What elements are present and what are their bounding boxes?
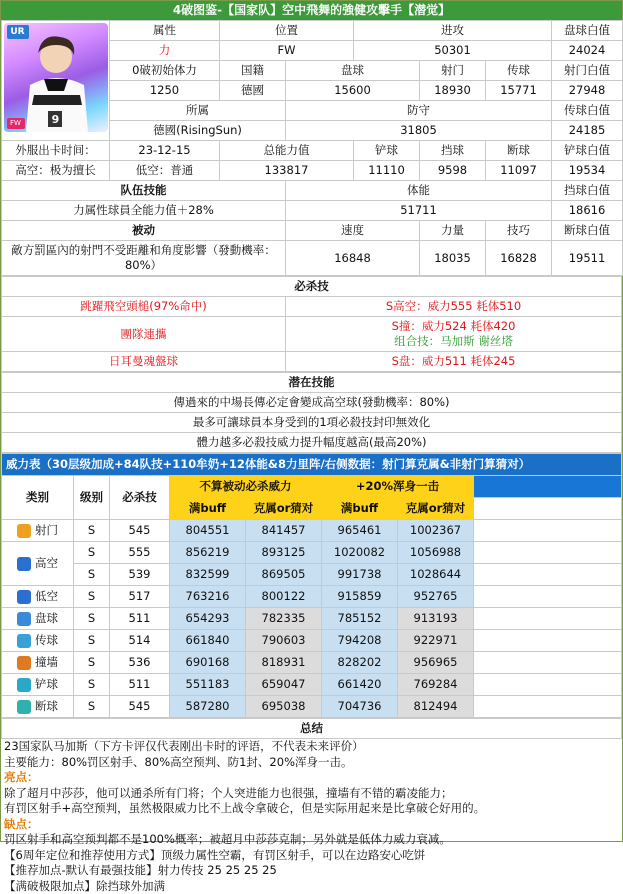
value-position: FW xyxy=(220,41,354,61)
power-skill: 555 xyxy=(110,542,170,564)
power-full-buff: 804551 xyxy=(170,520,246,542)
category-label: 低空 xyxy=(35,589,58,603)
label-nationality: 国籍 xyxy=(220,61,286,81)
sub-blank xyxy=(474,498,622,520)
power-counter-plus: 956965 xyxy=(398,652,474,674)
col-category: 类别 xyxy=(2,476,74,520)
category-label: 盘球 xyxy=(35,611,58,625)
label-pass-base: 传球白值 xyxy=(552,101,623,121)
power-level: S xyxy=(74,696,110,718)
value-shoot-base: 27948 xyxy=(552,81,623,101)
label-pass: 传球 xyxy=(486,61,552,81)
page-title: 4破图鉴-【国家队】空中飛舞的強健攻擊手【潜觉】 xyxy=(1,1,622,20)
stats-table xyxy=(1,20,623,276)
power-skill: 511 xyxy=(110,608,170,630)
power-full-buff-plus: 991738 xyxy=(322,564,398,586)
power-empty xyxy=(474,696,622,718)
label-block: 挡球 xyxy=(420,141,486,161)
summary-line: 主要能力：80%罚区射手、80%高空预判、防1封、20%浑身一击。 xyxy=(1,755,622,771)
value-attribute: 力 xyxy=(110,41,220,61)
tackle-icon xyxy=(17,678,31,692)
power-counter: 782335 xyxy=(246,608,322,630)
summary-line: 除了超月中莎莎，他可以通杀所有门将；个人突进能力也很强，撞墙有不错的霸凌能力； xyxy=(1,786,622,802)
category-label: 铲球 xyxy=(35,677,58,691)
value-pass-base: 24185 xyxy=(552,121,623,141)
value-dribble-base: 24024 xyxy=(552,41,623,61)
col-skill: 必杀技 xyxy=(110,476,170,520)
power-row xyxy=(2,564,622,586)
power-counter: 841457 xyxy=(246,520,322,542)
value-low-ball: 低空：普通 xyxy=(110,161,220,181)
category-label: 传球 xyxy=(35,633,58,647)
col-plus20: +20%浑身一击 xyxy=(322,476,474,498)
summary-line: 有罚区射手+高空预判，虽然极限威力比不上战令拿破仑，但是实际用起来是比拿破仑好用的。 xyxy=(1,801,622,817)
label-shoot: 射门 xyxy=(420,61,486,81)
power-header: 威力表（30层级加成+84队技+110牟奶+12体能&8力里阵/右侧数据：射门算克属&非射门算猜对） xyxy=(2,454,622,476)
category-label: 断球 xyxy=(35,699,58,713)
power-level: S xyxy=(74,608,110,630)
card-portrait xyxy=(2,21,110,141)
value-release-date: 23-12-15 xyxy=(110,141,220,161)
power-full-buff-plus: 1020082 xyxy=(322,542,398,564)
power-full-buff-plus: 704736 xyxy=(322,696,398,718)
power-skill: 514 xyxy=(110,630,170,652)
value-stamina: 51711 xyxy=(286,201,552,221)
power-full-buff-plus: 965461 xyxy=(322,520,398,542)
special-combo: 组合技：马加斯 谢丝塔 xyxy=(288,334,619,349)
power-row xyxy=(2,586,622,608)
value-intercept: 11097 xyxy=(486,161,552,181)
volley-icon xyxy=(17,590,31,604)
power-counter-plus: 1028644 xyxy=(398,564,474,586)
power-full-buff-plus: 785152 xyxy=(322,608,398,630)
power-full-buff: 856219 xyxy=(170,542,246,564)
power-empty xyxy=(474,652,622,674)
summary-body xyxy=(1,739,622,894)
sub-full-buff-1: 满buff xyxy=(170,498,246,520)
header-icon xyxy=(17,557,31,571)
power-row xyxy=(2,542,622,564)
power-level: S xyxy=(74,652,110,674)
power-category xyxy=(2,696,74,718)
label-tackle: 铲球 xyxy=(354,141,420,161)
power-category xyxy=(2,520,74,542)
special-detail-2-cell xyxy=(286,317,622,352)
summary-table xyxy=(1,718,622,739)
latent-row-2: 最多可讓球員本身受到的1項必殺技封印無效化 xyxy=(2,413,622,433)
power-counter-plus: 812494 xyxy=(398,696,474,718)
label-block-base: 挡球白值 xyxy=(552,181,623,201)
col-blank xyxy=(474,476,622,498)
power-empty xyxy=(474,608,622,630)
power-empty xyxy=(474,542,622,564)
power-row xyxy=(2,652,622,674)
power-full-buff: 690168 xyxy=(170,652,246,674)
power-full-buff: 654293 xyxy=(170,608,246,630)
power-full-buff: 587280 xyxy=(170,696,246,718)
special-detail-1: S高空：威力555 耗体510 xyxy=(286,297,622,317)
special-detail-3: S盘：威力511 耗体245 xyxy=(286,352,622,372)
power-table xyxy=(1,453,622,718)
power-category xyxy=(2,608,74,630)
power-counter: 893125 xyxy=(246,542,322,564)
power-level: S xyxy=(74,630,110,652)
label-team: 所属 xyxy=(110,101,286,121)
dribble-icon xyxy=(17,612,31,626)
value-tackle-base: 19534 xyxy=(552,161,623,181)
summary-line: 【满破极限加点】除挡球外加满 xyxy=(1,879,622,894)
power-counter-plus: 952765 xyxy=(398,586,474,608)
label-dribble: 盘球 xyxy=(286,61,420,81)
summary-line: 罚区射手和高空预判都不是100%概率；被超月中莎莎克制；另外就是低体力威力衰减。 xyxy=(1,832,622,848)
value-pass: 15771 xyxy=(486,81,552,101)
label-attribute: 属性 xyxy=(110,21,220,41)
power-counter: 695038 xyxy=(246,696,322,718)
value-tackle: 11110 xyxy=(354,161,420,181)
value-block-base: 18616 xyxy=(552,201,623,221)
latent-skills-table xyxy=(1,372,622,453)
value-dribble: 15600 xyxy=(286,81,420,101)
label-init-stamina: 0破初始体力 xyxy=(110,61,220,81)
sub-counter-2: 克属or猜对 xyxy=(398,498,474,520)
value-shoot: 18930 xyxy=(420,81,486,101)
col-level: 级别 xyxy=(74,476,110,520)
category-label: 射门 xyxy=(35,523,58,537)
position-badge: FW xyxy=(7,118,25,129)
power-skill: 539 xyxy=(110,564,170,586)
shoot-icon xyxy=(17,524,31,538)
label-dribble-base: 盘球白值 xyxy=(552,21,623,41)
power-full-buff: 832599 xyxy=(170,564,246,586)
wall-icon xyxy=(17,656,31,670)
special-name-3: 日耳曼魂盤球 xyxy=(2,352,286,372)
label-speed: 速度 xyxy=(286,221,420,241)
value-total: 133817 xyxy=(220,161,354,181)
latent-row-3: 體力越多必殺技威力提升幅度越高(最高20%) xyxy=(2,433,622,453)
special-skills-table xyxy=(1,276,622,372)
value-team: 德國(RisingSun) xyxy=(110,121,286,141)
pass-icon xyxy=(17,634,31,648)
power-row xyxy=(2,630,622,652)
label-attack: 进攻 xyxy=(354,21,552,41)
category-label: 撞墙 xyxy=(35,655,58,669)
power-full-buff-plus: 661420 xyxy=(322,674,398,696)
label-tackle-base: 铲球白值 xyxy=(552,141,623,161)
special-detail-2: S撞：威力524 耗体420 xyxy=(288,319,619,334)
power-skill: 517 xyxy=(110,586,170,608)
summary-header: 总结 xyxy=(2,719,622,739)
player-card-image xyxy=(4,23,108,132)
power-counter-plus: 922971 xyxy=(398,630,474,652)
power-level: S xyxy=(74,542,110,564)
power-empty xyxy=(474,630,622,652)
power-counter-plus: 913193 xyxy=(398,608,474,630)
latent-header: 潜在技能 xyxy=(2,373,622,393)
power-category xyxy=(2,652,74,674)
label-technique: 技巧 xyxy=(486,221,552,241)
col-no-passive: 不算被动必杀威力 xyxy=(170,476,322,498)
label-shoot-base: 射门白值 xyxy=(552,61,623,81)
power-row xyxy=(2,674,622,696)
label-stamina: 体能 xyxy=(286,181,552,201)
value-technique: 16828 xyxy=(486,241,552,276)
power-level: S xyxy=(74,564,110,586)
power-row xyxy=(2,608,622,630)
power-row xyxy=(2,520,622,542)
power-counter: 659047 xyxy=(246,674,322,696)
power-skill: 545 xyxy=(110,696,170,718)
label-power: 力量 xyxy=(420,221,486,241)
power-category xyxy=(2,630,74,652)
label-intercept-base: 断球白值 xyxy=(552,221,623,241)
label-team-skill: 队伍技能 xyxy=(2,181,286,201)
power-level: S xyxy=(74,674,110,696)
special-header: 必杀技 xyxy=(2,277,622,297)
power-full-buff-plus: 828202 xyxy=(322,652,398,674)
power-level: S xyxy=(74,586,110,608)
label-defense: 防守 xyxy=(286,101,552,121)
label-total: 总能力值 xyxy=(220,141,354,161)
power-category xyxy=(2,586,74,608)
power-counter-plus: 1056988 xyxy=(398,542,474,564)
power-empty xyxy=(474,674,622,696)
power-skill: 536 xyxy=(110,652,170,674)
label-intercept: 断球 xyxy=(486,141,552,161)
value-defense: 31805 xyxy=(286,121,552,141)
power-full-buff: 661840 xyxy=(170,630,246,652)
value-nationality: 德國 xyxy=(220,81,286,101)
jersey-number: 9 xyxy=(49,111,63,128)
summary-line: 【推荐加点-默认有最强技能】射力传技 25 25 25 25 xyxy=(1,863,622,879)
power-counter-plus: 1002367 xyxy=(398,520,474,542)
special-name-1: 跳躍飛空頭槌(97%命中) xyxy=(2,297,286,317)
power-counter: 818931 xyxy=(246,652,322,674)
power-counter: 790603 xyxy=(246,630,322,652)
power-counter: 869505 xyxy=(246,564,322,586)
sub-full-buff-2: 满buff xyxy=(322,498,398,520)
value-init-stamina: 1250 xyxy=(110,81,220,101)
power-full-buff-plus: 915859 xyxy=(322,586,398,608)
intercept-icon xyxy=(17,700,31,714)
power-empty xyxy=(474,586,622,608)
sub-counter-1: 克属or猜对 xyxy=(246,498,322,520)
value-attack: 50301 xyxy=(354,41,552,61)
summary-label: 亮点： xyxy=(1,770,622,786)
value-high-ball: 高空：极为擅长 xyxy=(2,161,110,181)
value-passive: 敵方罰區內的射門不受距離和角度影響（發動機率：80%） xyxy=(2,241,286,276)
summary-line: 23国家队马加斯（下方卡评仅代表刚出卡时的评语，不代表未来评价） xyxy=(1,739,622,755)
power-level: S xyxy=(74,520,110,542)
category-label: 高空 xyxy=(35,556,58,570)
power-full-buff: 763216 xyxy=(170,586,246,608)
value-intercept-base: 19511 xyxy=(552,241,623,276)
special-name-2: 團隊連攜 xyxy=(2,317,286,352)
power-skill: 545 xyxy=(110,520,170,542)
label-passive: 被动 xyxy=(2,221,286,241)
power-row xyxy=(2,696,622,718)
rarity-badge: UR xyxy=(7,25,29,39)
latent-row-1: 傳過來的中場長傳必定會變成高空球(發動機率：80%) xyxy=(2,393,622,413)
value-speed: 16848 xyxy=(286,241,420,276)
label-position: 位置 xyxy=(220,21,354,41)
power-category xyxy=(2,674,74,696)
value-team-skill: 力属性球員全能力值＋28% xyxy=(2,201,286,221)
summary-label: 缺点： xyxy=(1,817,622,833)
label-release-date: 外服出卡时间： xyxy=(2,141,110,161)
power-full-buff-plus: 794208 xyxy=(322,630,398,652)
power-counter: 800122 xyxy=(246,586,322,608)
power-empty xyxy=(474,564,622,586)
power-category xyxy=(2,542,74,586)
value-power: 18035 xyxy=(420,241,486,276)
summary-line: 【6周年定位和推荐使用方式】顶级力属性空霸，有罚区射手，可以在边路安心吃饼 xyxy=(1,848,622,864)
power-full-buff: 551183 xyxy=(170,674,246,696)
power-counter-plus: 769284 xyxy=(398,674,474,696)
value-block: 9598 xyxy=(420,161,486,181)
power-empty xyxy=(474,520,622,542)
power-skill: 511 xyxy=(110,674,170,696)
